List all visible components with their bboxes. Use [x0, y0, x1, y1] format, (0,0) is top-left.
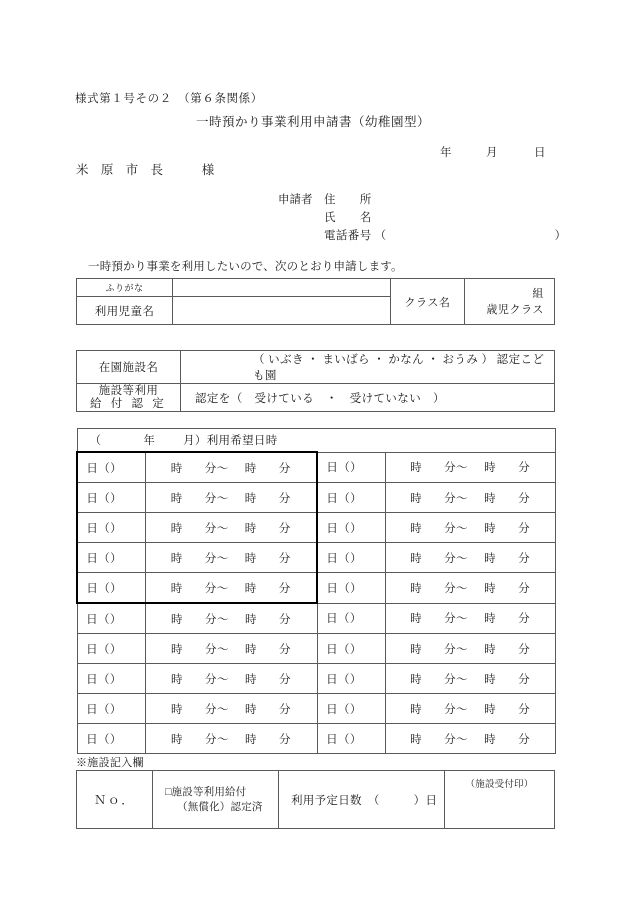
schedule-time-right[interactable] [385, 543, 555, 573]
schedule-time-left[interactable] [145, 694, 317, 724]
time-min-2: 分 [518, 462, 530, 475]
time-min-2: 分 [518, 582, 530, 595]
day-label: 日（ [326, 492, 351, 505]
class-age-label: 歳児クラス [486, 303, 544, 316]
day-label: 日（ [326, 522, 351, 535]
schedule-day-left[interactable] [77, 664, 145, 694]
schedule-time-right[interactable] [385, 603, 555, 634]
time-hour: 時 [410, 522, 422, 535]
schedule-day-left[interactable] [77, 573, 145, 604]
schedule-day-right[interactable] [317, 543, 385, 573]
time-min-from: 分～ [205, 643, 229, 656]
facility-name-label: 在園施設名 [77, 351, 181, 384]
schedule-time-left[interactable] [145, 724, 317, 754]
time-hour: 時 [170, 492, 183, 505]
schedule-row [77, 573, 555, 604]
day-paren-close: ） [109, 643, 122, 656]
table-row [77, 279, 555, 297]
time-hour-2: 時 [244, 492, 257, 505]
time-hour: 時 [171, 673, 183, 686]
day-paren-close: ） [350, 462, 363, 475]
schedule-time-left[interactable] [145, 513, 317, 543]
child-name-input[interactable] [173, 297, 391, 325]
time-min-from: 分～ [205, 733, 229, 746]
time-hour-2: 時 [484, 552, 496, 565]
time-min-2: 分 [278, 492, 291, 505]
benefit-line1: □施設等利用給付 [165, 786, 247, 798]
class-name-label: クラス名 [391, 279, 465, 325]
schedule-table [76, 428, 556, 754]
time-min-2: 分 [518, 673, 530, 686]
schedule-row [77, 483, 555, 513]
day-label: 日（ [86, 673, 110, 686]
schedule-time-right[interactable] [385, 513, 555, 543]
time-hour-2: 時 [484, 522, 496, 535]
time-hour-2: 時 [484, 643, 496, 656]
day-label: 日（ [86, 703, 110, 716]
addressee: 米 原 市 長 様 [76, 163, 219, 177]
schedule-day-right[interactable] [317, 483, 385, 513]
schedule-caption [77, 429, 555, 453]
time-min-2: 分 [518, 643, 530, 656]
time-hour-2: 時 [484, 703, 496, 716]
time-hour: 時 [170, 522, 183, 535]
time-hour-2: 時 [244, 462, 257, 475]
day-label: 日（ [326, 582, 351, 595]
time-hour: 時 [170, 552, 183, 565]
time-min-from: 分～ [444, 492, 468, 505]
schedule-time-right[interactable] [385, 483, 555, 513]
class-value[interactable] [465, 279, 555, 325]
schedule-time-left[interactable] [145, 634, 317, 664]
office-section-note: ※施設記入欄 [76, 757, 144, 769]
schedule-day-right[interactable] [317, 694, 385, 724]
table-row [77, 351, 555, 384]
time-min-2: 分 [279, 733, 291, 746]
time-hour: 時 [410, 462, 422, 475]
page-title: 一時預かり事業利用申請書（幼稚園型） [196, 115, 431, 129]
facility-name-options[interactable]: （ いぶき ・ まいばら ・ かなん ・ おうみ ） 認定こども園 [181, 351, 555, 384]
caption-paren: （ [89, 435, 102, 447]
planned-days-close: ）日 [413, 794, 438, 807]
time-hour-2: 時 [244, 552, 257, 565]
time-hour-2: 時 [245, 733, 257, 746]
day-paren-close: ） [109, 733, 122, 746]
schedule-time-right[interactable] [385, 452, 555, 483]
time-min-2: 分 [279, 703, 291, 716]
time-min-from: 分～ [444, 552, 468, 565]
time-hour: 時 [170, 582, 183, 595]
schedule-time-right[interactable] [385, 634, 555, 664]
time-hour-2: 時 [484, 492, 496, 505]
caption-month: 月） [183, 435, 207, 447]
day-label: 日（ [86, 643, 110, 656]
phone-paren-close: ） [554, 230, 567, 242]
time-hour-2: 時 [484, 462, 496, 475]
time-hour: 時 [410, 643, 422, 656]
day-paren-close: ） [109, 703, 122, 716]
time-hour-2: 時 [245, 643, 257, 656]
day-label: 日（ [326, 552, 351, 565]
certification-label-line2: 給 付 認 定 [89, 397, 168, 410]
time-min-from: 分～ [444, 613, 468, 626]
time-hour-2: 時 [245, 673, 257, 686]
time-min-from: 分～ [204, 492, 229, 505]
time-min-2: 分 [518, 522, 530, 535]
time-min-2: 分 [278, 582, 291, 595]
schedule-time-left[interactable] [145, 573, 317, 604]
child-name-table [76, 278, 555, 325]
time-min-2: 分 [278, 552, 291, 565]
time-min-2: 分 [278, 522, 291, 535]
time-min-from: 分～ [444, 673, 468, 686]
day-label: 日（ [86, 492, 111, 505]
schedule-row [77, 694, 555, 724]
time-hour: 時 [410, 552, 422, 565]
time-min-2: 分 [279, 643, 291, 656]
time-hour-2: 時 [244, 522, 257, 535]
time-hour: 時 [170, 462, 183, 475]
day-paren-close: ） [109, 613, 122, 626]
day-paren-close: ） [110, 492, 123, 505]
caption-year: 年 [143, 435, 156, 447]
schedule-day-left[interactable] [77, 483, 145, 513]
day-label: 日（ [326, 673, 350, 686]
time-min-2: 分 [279, 673, 291, 686]
day-paren-close: ） [349, 613, 362, 626]
day-paren-close: ） [350, 582, 363, 595]
schedule-time-left[interactable] [145, 483, 317, 513]
time-min-from: 分～ [444, 522, 468, 535]
time-min-from: 分～ [444, 582, 468, 595]
certification-label [77, 384, 181, 412]
date-month-label: 月 [486, 147, 498, 159]
applicant-phone-row [278, 227, 566, 245]
day-label: 日（ [86, 733, 110, 746]
schedule-day-right[interactable] [317, 513, 385, 543]
form-code: 様式第１号その２ （第６条関係） [75, 93, 263, 105]
time-min-from: 分～ [444, 643, 468, 656]
day-label: 日（ [326, 613, 350, 626]
time-min-2: 分 [279, 613, 291, 626]
time-hour-2: 時 [484, 733, 496, 746]
time-min-from: 分～ [444, 462, 468, 475]
office-no-label[interactable]: Ｎｏ． [77, 771, 153, 829]
schedule-row [77, 664, 555, 694]
time-hour-2: 時 [484, 673, 496, 686]
schedule-row [77, 543, 555, 573]
schedule-time-right[interactable] [385, 664, 555, 694]
time-min-2: 分 [518, 613, 530, 626]
certification-options[interactable]: 認定を（ 受けている ・ 受けていない ） [181, 384, 555, 412]
schedule-day-left[interactable] [77, 543, 145, 573]
schedule-day-right[interactable] [317, 724, 385, 754]
date-line [440, 144, 546, 160]
schedule-day-right[interactable] [317, 573, 385, 604]
schedule-day-right[interactable] [317, 664, 385, 694]
time-min-2: 分 [518, 703, 530, 716]
day-paren-close: ） [350, 522, 363, 535]
schedule-day-left[interactable] [77, 694, 145, 724]
time-hour-2: 時 [244, 582, 257, 595]
time-hour: 時 [410, 673, 422, 686]
time-min-from: 分～ [204, 582, 229, 595]
day-paren-close: ） [349, 673, 362, 686]
day-paren-close: ） [110, 582, 123, 595]
time-min-from: 分～ [204, 552, 229, 565]
office-planned-days[interactable] [279, 771, 445, 829]
day-paren-close: ） [350, 492, 363, 505]
day-label: 日（ [86, 552, 111, 565]
schedule-time-right[interactable] [385, 724, 555, 754]
schedule-day-right[interactable] [317, 634, 385, 664]
class-group-label: 組 [532, 287, 544, 300]
applicant-lead-label: 申請者 [278, 194, 313, 206]
table-row [77, 384, 555, 412]
table-row [77, 771, 555, 829]
child-name-label: 利用児童名 [77, 297, 173, 325]
time-min-from: 分～ [205, 703, 229, 716]
date-year-label: 年 [440, 147, 452, 159]
time-min-2: 分 [518, 492, 530, 505]
time-min-from: 分～ [205, 613, 229, 626]
time-hour: 時 [171, 703, 183, 716]
schedule-row [77, 452, 555, 483]
applicant-block [278, 191, 566, 245]
schedule-time-left[interactable] [145, 603, 317, 634]
day-paren-close: ） [110, 522, 123, 535]
time-hour-2: 時 [484, 613, 496, 626]
time-min-from: 分～ [444, 703, 468, 716]
time-hour: 時 [410, 613, 422, 626]
time-hour: 時 [410, 703, 422, 716]
furigana-label: ふりがな [77, 279, 173, 297]
office-benefit-checkbox[interactable] [153, 771, 279, 829]
time-hour: 時 [171, 613, 183, 626]
day-label: 日（ [326, 703, 350, 716]
applicant-address-label: 住 所 [324, 194, 372, 206]
applicant-phone-label: 電話番号 [324, 230, 372, 242]
schedule-time-left[interactable] [145, 543, 317, 573]
time-hour: 時 [410, 733, 422, 746]
time-min-from: 分～ [204, 522, 229, 535]
time-hour-2: 時 [245, 613, 257, 626]
day-paren-close: ） [110, 462, 123, 475]
time-hour: 時 [171, 733, 183, 746]
day-label: 日（ [326, 462, 351, 475]
schedule-day-left[interactable] [77, 513, 145, 543]
phone-paren-open: （ [374, 230, 387, 242]
time-hour: 時 [410, 582, 422, 595]
applicant-address-row [278, 191, 566, 209]
schedule-day-right[interactable] [317, 603, 385, 634]
schedule-day-left[interactable] [77, 634, 145, 664]
date-day-label: 日 [534, 147, 546, 159]
schedule-day-left[interactable] [77, 452, 145, 483]
caption-suffix: 利用希望日時 [206, 435, 278, 447]
time-min-from: 分～ [205, 673, 229, 686]
day-paren-close: ） [110, 552, 123, 565]
time-min-2: 分 [518, 733, 530, 746]
certification-label-line1: 施設等利用 [98, 384, 159, 397]
day-paren-close: ） [109, 673, 122, 686]
schedule-row [77, 724, 555, 754]
time-hour: 時 [171, 643, 183, 656]
schedule-time-right[interactable] [385, 573, 555, 604]
intro-text: 一時預かり事業を利用したいので、次のとおり申請します。 [88, 261, 403, 273]
day-paren-close: ） [349, 703, 362, 716]
planned-days-label: 利用予定日数 （ [291, 794, 380, 807]
time-min-from: 分～ [204, 462, 229, 475]
facility-table [76, 350, 555, 412]
time-min-2: 分 [278, 462, 291, 475]
time-hour-2: 時 [484, 582, 496, 595]
office-receipt-stamp[interactable]: （施設受付印） [445, 771, 555, 829]
day-label: 日（ [326, 643, 350, 656]
benefit-line2: （無償化）認定済 [177, 801, 263, 813]
day-label: 日（ [86, 522, 111, 535]
applicant-name-label: 氏 名 [324, 212, 372, 224]
day-paren-close: ） [350, 552, 363, 565]
schedule-row [77, 603, 555, 634]
schedule-row [77, 513, 555, 543]
schedule-row [77, 634, 555, 664]
day-label: 日（ [86, 462, 111, 475]
schedule-time-left[interactable] [145, 452, 317, 483]
day-paren-close: ） [349, 643, 362, 656]
applicant-name-row [278, 209, 566, 227]
day-paren-close: ） [349, 733, 362, 746]
office-use-table [76, 770, 555, 829]
time-min-from: 分～ [444, 733, 468, 746]
time-min-2: 分 [518, 552, 530, 565]
schedule-day-right[interactable] [317, 452, 385, 483]
schedule-day-left[interactable] [77, 603, 145, 634]
time-hour: 時 [410, 492, 422, 505]
schedule-time-left[interactable] [145, 664, 317, 694]
time-hour-2: 時 [245, 703, 257, 716]
schedule-time-right[interactable] [385, 694, 555, 724]
schedule-day-left[interactable] [77, 724, 145, 754]
day-label: 日（ [86, 613, 110, 626]
day-label: 日（ [326, 733, 350, 746]
schedule-caption-row [77, 429, 555, 453]
furigana-input[interactable] [173, 279, 391, 297]
day-label: 日（ [86, 582, 111, 595]
